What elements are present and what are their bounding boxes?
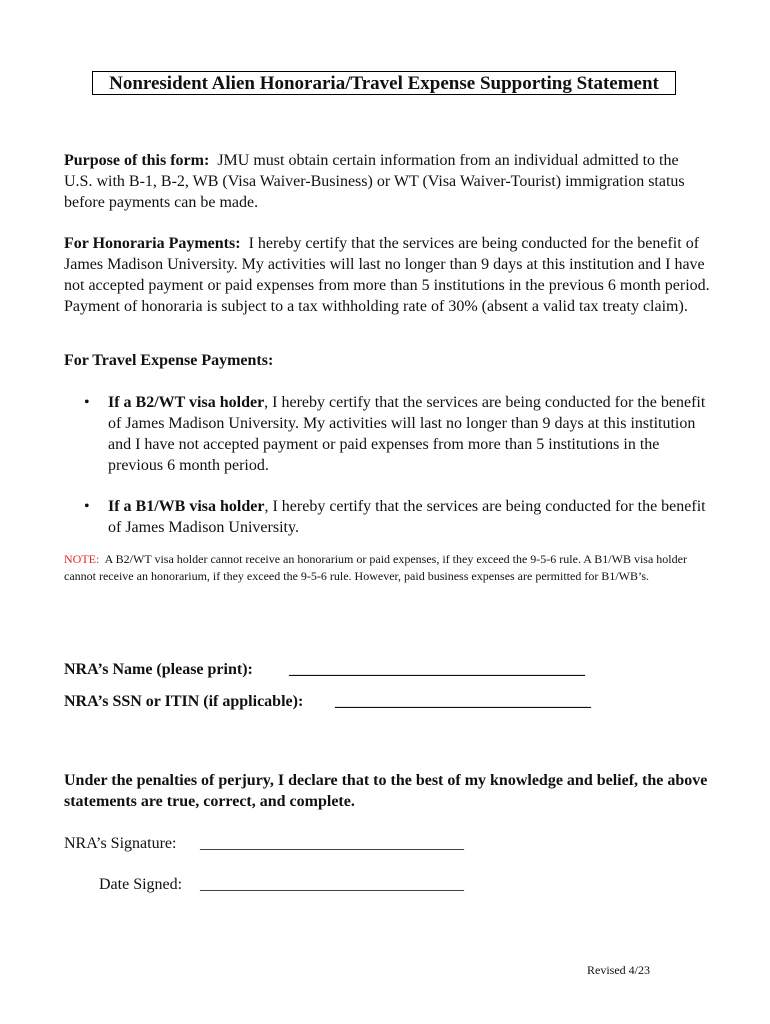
bullet-b2-wt (108, 392, 708, 476)
nra-ssn-row (64, 691, 303, 712)
perjury-declaration: Under the penalties of perjury, I declare that to the best of my knowledge and belief, the above statements are true, correct, and complete. (64, 772, 708, 810)
bullet-icon: • (84, 498, 90, 515)
signature-label: NRA’s Signature: (64, 835, 177, 852)
bullet-b1-wb-text: , I hereby certify that the services are being conducted for the benefit of James Madison University. (108, 498, 706, 536)
note-text: A B2/WT visa holder cannot receive an honorarium or paid expenses, if they exceed the 9-5-6 rule. A B1/WB visa holder cannot receive an honorarium, if they exceed the 9-5-6 rule. However, paid business expenses are permitted for B1/WB’s. (64, 552, 687, 583)
nra-ssn-label: NRA’s SSN or ITIN (if applicable): (64, 693, 304, 710)
bullet-b2-wt-text: , I hereby certify that the services are being conducted for the benefit of James Madison University. My activities will last no longer than 9 days at this institution and I have not accepted payment or paid expenses from more than 5 institutions in the previous 6 month period. (108, 394, 706, 474)
bullet-b1-wb-label: If a B1/WB visa holder (108, 498, 265, 515)
travel-heading: For Travel Expense Payments: (64, 352, 274, 369)
nra-name-label: NRA’s Name (please print): (64, 661, 253, 678)
bullet-icon: • (84, 394, 90, 411)
date-signed-label: Date Signed: (99, 876, 183, 893)
revision-footer: Revised 4/23 (587, 963, 650, 977)
purpose-paragraph (64, 150, 710, 213)
form-title: Nonresident Alien Honoraria/Travel Expense Supporting Statement (92, 71, 676, 95)
bullet-b1-wb (108, 496, 708, 538)
bullet-b2-wt-label: If a B2/WT visa holder (108, 394, 265, 411)
honoraria-text: I hereby certify that the services are being conducted for the benefit of James Madison University. My activities will last no longer than 9 days at this institution and I have not accepted payment or paid expenses from more than 5 institutions in the previous 6 month period. Payment of honoraria is subject to a tax withholding rate of 30% (absent a valid tax treaty claim). (64, 235, 710, 315)
nra-ssn-field[interactable]: ________________________________ (335, 693, 591, 710)
note-paragraph (64, 551, 710, 584)
date-signed-field[interactable]: _________________________________ (200, 876, 464, 893)
purpose-label: Purpose of this form: (64, 152, 210, 169)
signature-field[interactable]: _________________________________ (200, 835, 464, 852)
nra-name-field[interactable]: _____________________________________ (289, 661, 585, 678)
purpose-text: JMU must obtain certain information from an individual admitted to the U.S. with B-1, B-2, WB (Visa Waiver-Business) or WT (Visa Waiver-Tourist) immigration status before payments can be made. (64, 152, 685, 211)
note-label: NOTE: (64, 552, 100, 566)
honoraria-paragraph (64, 233, 710, 317)
honoraria-label: For Honoraria Payments: (64, 235, 241, 252)
nra-name-row (64, 659, 253, 680)
